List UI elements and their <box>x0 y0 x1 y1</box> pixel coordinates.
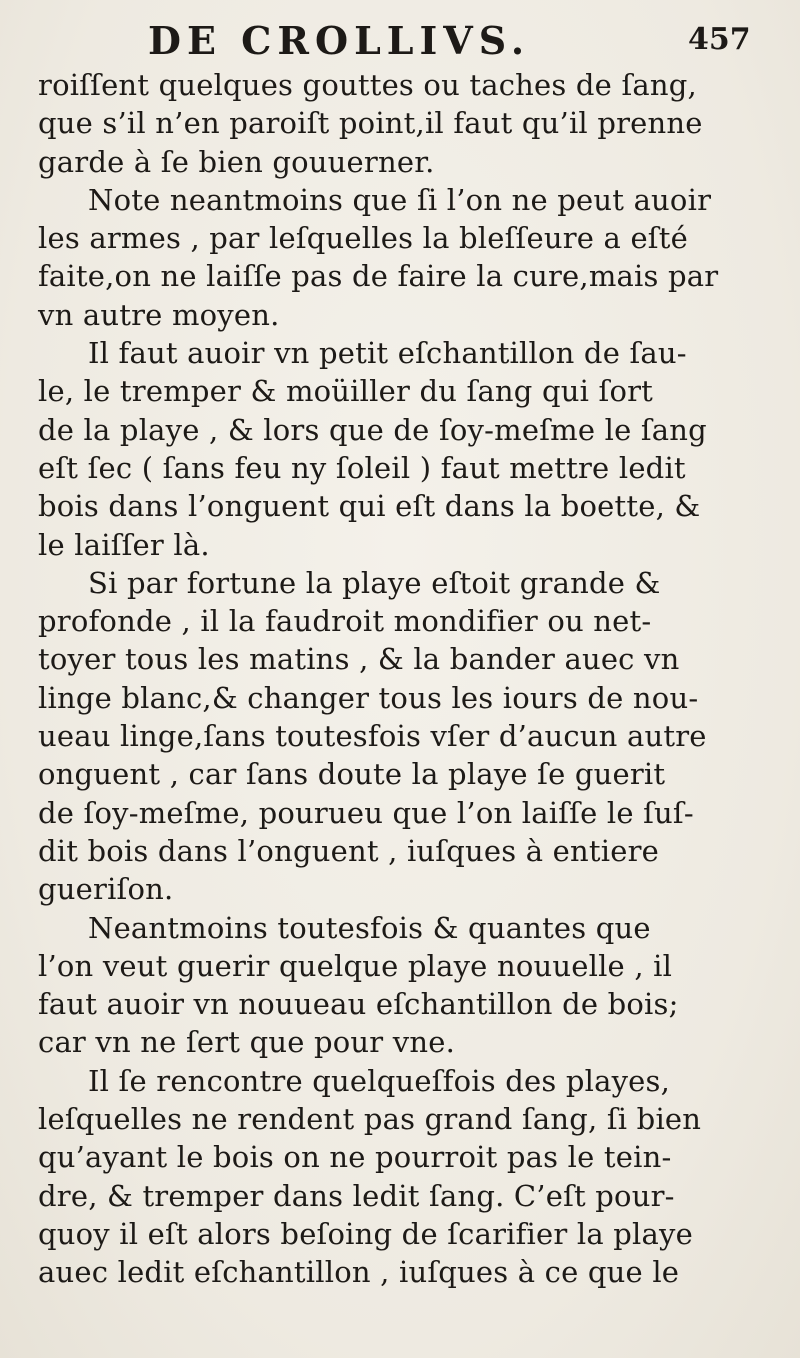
text-line: de la playe , & lors que de ſoy-meſme le ſang <box>38 412 707 447</box>
text-line: l’on veut guerir quelque playe nouuelle , il <box>38 948 673 983</box>
running-title: DE CROLLIVS. <box>148 18 531 63</box>
text-line: onguent , car ſans doute la playe ſe guerit <box>38 757 666 792</box>
text-line: dre, & tremper dans ledit ſang. C’eſt pour- <box>38 1178 675 1213</box>
text-line: faite,on ne laiſſe pas de faire la cure,mais par <box>38 259 719 294</box>
paragraph-start-line: Il faut auoir vn petit eſchantillon de ſau- <box>88 336 687 371</box>
text-line: eſt ſec ( ſans feu ny ſoleil ) faut mettre ledit <box>38 450 686 485</box>
text-line: linge blanc,& changer tous les iours de nou- <box>38 680 699 715</box>
text-line: de ſoy-meſme, pourueu que l’on laiſſe le ſuſ- <box>38 795 694 830</box>
text-line: quoy il eſt alors beſoing de ſcarifier la playe <box>38 1216 693 1251</box>
page-number: 457 <box>688 22 751 57</box>
text-line: toyer tous les matins , & la bander auec vn <box>38 642 680 677</box>
paragraph-start-line: Si par fortune la playe eſtoit grande & <box>88 565 661 600</box>
text-line: que s’il n’en paroiſt point,il faut qu’il prenne <box>38 106 703 141</box>
paragraph-start-line: Note neantmoins que ſi l’on ne peut auoir <box>88 182 712 217</box>
paragraph-start-line: Neantmoins toutesfois & quantes que <box>88 910 651 945</box>
text-line: faut auoir vn nouueau eſchantillon de bois; <box>38 987 679 1022</box>
text-line: auec ledit eſchantillon , iuſques à ce que le <box>38 1255 680 1290</box>
text-line: garde à ſe bien gouuerner. <box>38 144 435 179</box>
text-line: bois dans l’onguent qui eſt dans la boette, & <box>38 489 701 524</box>
text-line: les armes , par leſquelles la bleſſeure a eſté <box>38 221 688 256</box>
text-line: ueau linge,ſans toutesfois vſer d’aucun autre <box>38 719 707 754</box>
text-line: gueriſon. <box>38 872 174 907</box>
text-line: le laiſſer là. <box>38 527 210 562</box>
text-line: profonde , il la faudroit mondifier ou net- <box>38 604 652 639</box>
text-line: vn autre moyen. <box>38 297 280 332</box>
text-line: dit bois dans l’onguent , iuſques à entiere <box>38 833 660 868</box>
paragraph-start-line: Il ſe rencontre quelqueſfois des playes, <box>88 1063 671 1098</box>
text-line: roiſſent quelques gouttes ou taches de ſang, <box>38 68 697 102</box>
text-line: qu’ayant le bois on ne pourroit pas le tein- <box>38 1140 672 1175</box>
page-header <box>0 18 800 64</box>
text-line: leſquelles ne rendent pas grand ſang, ſi bien <box>38 1102 702 1137</box>
body-text <box>38 66 800 1292</box>
text-line: car vn ne ſert que pour vne. <box>38 1025 456 1060</box>
text-line: le, le tremper & moüiller du ſang qui ſort <box>38 374 654 409</box>
